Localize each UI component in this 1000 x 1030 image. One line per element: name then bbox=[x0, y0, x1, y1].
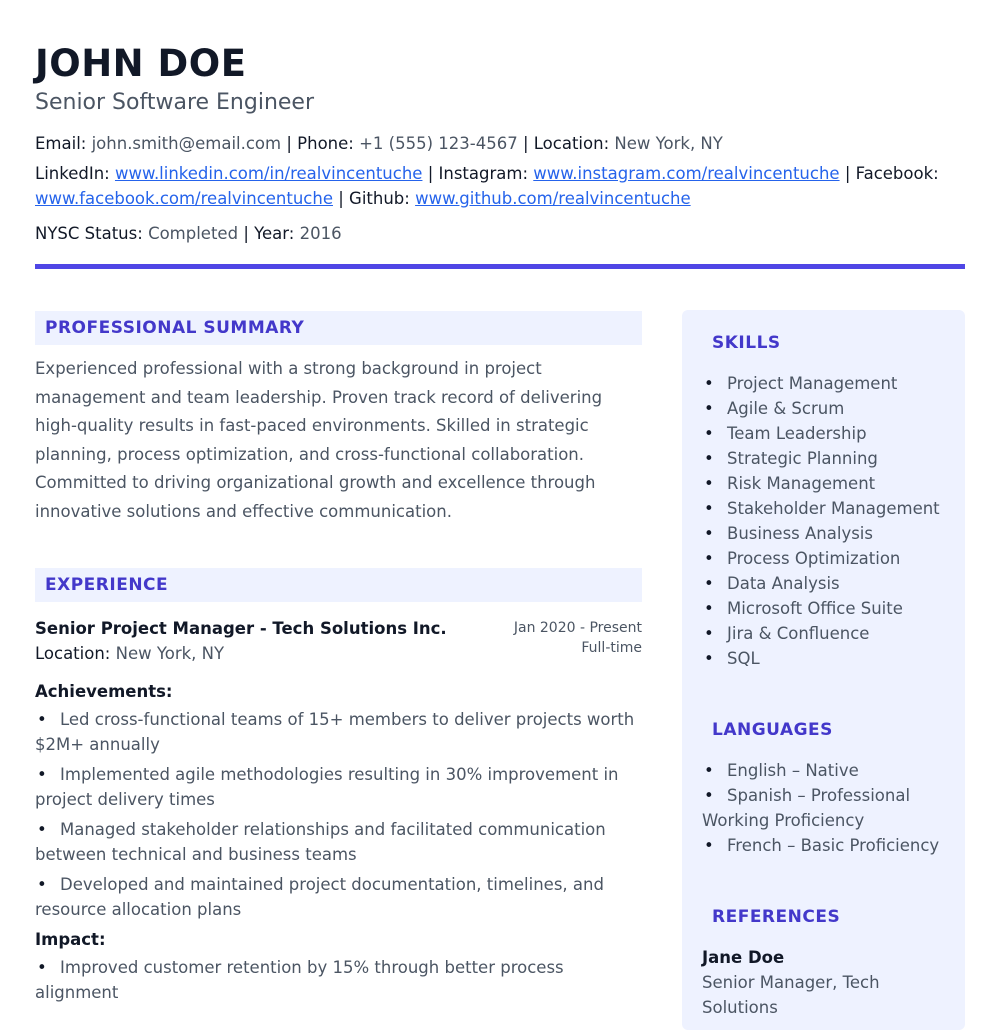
bullet-icon: • bbox=[704, 624, 714, 643]
achievements-list bbox=[35, 707, 642, 922]
list-item: • Stakeholder Management bbox=[702, 496, 945, 521]
contact-line-social bbox=[35, 161, 965, 211]
phone-label: Phone: bbox=[297, 134, 354, 153]
main-column bbox=[35, 311, 642, 1010]
list-item: • Business Analysis bbox=[702, 521, 945, 546]
bullet-icon: • bbox=[704, 449, 714, 468]
location-label: Location: bbox=[533, 134, 610, 153]
list-item: • Team Leadership bbox=[702, 421, 945, 446]
bullet-icon: • bbox=[704, 599, 714, 618]
candidate-title: Senior Software Engineer bbox=[35, 90, 315, 115]
bullet-icon: • bbox=[704, 786, 714, 805]
list-item: • Managed stakeholder relationships and facilitated communication between technical and business teams bbox=[35, 817, 642, 867]
bullet-icon: • bbox=[37, 820, 47, 839]
bullet-icon: • bbox=[37, 958, 47, 977]
job-type: Full-time bbox=[581, 640, 642, 656]
phone-value: +1 (555) 123-4567 bbox=[359, 134, 518, 153]
header-divider bbox=[35, 264, 965, 269]
resume-header bbox=[35, 40, 965, 243]
bullet-icon: • bbox=[37, 765, 47, 784]
bullet-icon: • bbox=[704, 649, 714, 668]
job-title: Senior Project Manager - Tech Solutions Inc. bbox=[35, 619, 447, 638]
separator: | bbox=[338, 189, 344, 208]
list-item: • Process Optimization bbox=[702, 546, 945, 571]
bullet-icon: • bbox=[704, 424, 714, 443]
bullet-icon: • bbox=[704, 374, 714, 393]
summary-heading: PROFESSIONAL SUMMARY bbox=[35, 311, 642, 345]
separator: | bbox=[286, 134, 292, 153]
skills-list bbox=[702, 371, 945, 671]
bullet-icon: • bbox=[704, 524, 714, 543]
job-entry bbox=[35, 616, 642, 666]
list-item: • Led cross-functional teams of 15+ members to deliver projects worth $2M+ annually bbox=[35, 707, 642, 757]
job-location-value: New York, NY bbox=[115, 644, 225, 663]
contact-line-nysc bbox=[35, 221, 342, 246]
email-label: Email: bbox=[35, 134, 87, 153]
list-item: • Developed and maintained project documentation, timelines, and resource allocation plans bbox=[35, 872, 642, 922]
github-link[interactable]: www.github.com/realvincentuche bbox=[415, 189, 691, 208]
separator: | bbox=[844, 164, 851, 183]
impact-heading: Impact: bbox=[35, 930, 106, 949]
separator: | bbox=[243, 224, 249, 243]
list-item: • Project Management bbox=[702, 371, 945, 396]
list-item: • Spanish – Professional Working Proficiency bbox=[702, 783, 945, 833]
year-label: Year: bbox=[254, 224, 295, 243]
languages-list bbox=[702, 758, 945, 858]
facebook-link[interactable]: www.facebook.com/realvincentuche bbox=[35, 189, 333, 208]
reference-role: Senior Manager, Tech Solutions bbox=[702, 973, 880, 1017]
list-item: • SQL bbox=[702, 646, 945, 671]
bullet-icon: • bbox=[704, 474, 714, 493]
separator: | bbox=[427, 164, 434, 183]
list-item: • Risk Management bbox=[702, 471, 945, 496]
impact-list bbox=[35, 955, 642, 1005]
instagram-link[interactable]: www.instagram.com/realvincentuche bbox=[533, 164, 840, 183]
sidebar bbox=[682, 310, 965, 1030]
contact-line-basic bbox=[35, 131, 723, 156]
separator: | bbox=[522, 134, 529, 153]
bullet-icon: • bbox=[704, 574, 714, 593]
job-dates: Jan 2020 - Present bbox=[513, 620, 642, 636]
job-location-label: Location: bbox=[35, 644, 111, 663]
bullet-icon: • bbox=[704, 399, 714, 418]
bullet-icon: • bbox=[37, 710, 47, 729]
linkedin-label: LinkedIn: bbox=[35, 164, 110, 183]
instagram-label: Instagram: bbox=[438, 164, 529, 183]
year-value: 2016 bbox=[299, 224, 342, 243]
summary-text: Experienced professional with a strong background in project management and team leadership. Proven track record of delivering high-quality results in fast-paced environments. Skilled in strategic planning, process optimization, and cross-functional collaboration. Committed to driving organizational growth and excellence through innovative solutions and effective communication. bbox=[35, 359, 603, 521]
list-item: • Jira & Confluence bbox=[702, 621, 945, 646]
nysc-label: NYSC Status: bbox=[35, 224, 143, 243]
github-label: Github: bbox=[349, 189, 410, 208]
skills-heading: SKILLS bbox=[712, 333, 781, 353]
candidate-name: JOHN DOE bbox=[35, 42, 247, 85]
list-item: • Agile & Scrum bbox=[702, 396, 945, 421]
location-value: New York, NY bbox=[614, 134, 723, 153]
achievements-heading: Achievements: bbox=[35, 682, 173, 701]
job-meta bbox=[514, 618, 642, 658]
bullet-icon: • bbox=[704, 836, 714, 855]
list-item: • Implemented agile methodologies resulting in 30% improvement in project delivery times bbox=[35, 762, 642, 812]
experience-heading: EXPERIENCE bbox=[35, 568, 642, 602]
bullet-icon: • bbox=[704, 499, 714, 518]
bullet-icon: • bbox=[704, 761, 714, 780]
bullet-icon: • bbox=[704, 549, 714, 568]
email-value: john.smith@email.com bbox=[91, 134, 282, 153]
linkedin-link[interactable]: www.linkedin.com/in/realvincentuche bbox=[114, 164, 423, 183]
bullet-icon: • bbox=[37, 875, 47, 894]
list-item: • Improved customer retention by 15% through better process alignment bbox=[35, 955, 642, 1005]
list-item: • Microsoft Office Suite bbox=[702, 596, 945, 621]
nysc-value: Completed bbox=[148, 224, 239, 243]
reference-name: Jane Doe bbox=[702, 948, 785, 967]
list-item: • French – Basic Proficiency bbox=[702, 833, 945, 858]
list-item: • Strategic Planning bbox=[702, 446, 945, 471]
list-item: • English – Native bbox=[702, 758, 945, 783]
languages-heading: LANGUAGES bbox=[712, 720, 833, 740]
facebook-label: Facebook: bbox=[855, 164, 939, 183]
references-heading: REFERENCES bbox=[712, 907, 841, 927]
list-item: • Data Analysis bbox=[702, 571, 945, 596]
